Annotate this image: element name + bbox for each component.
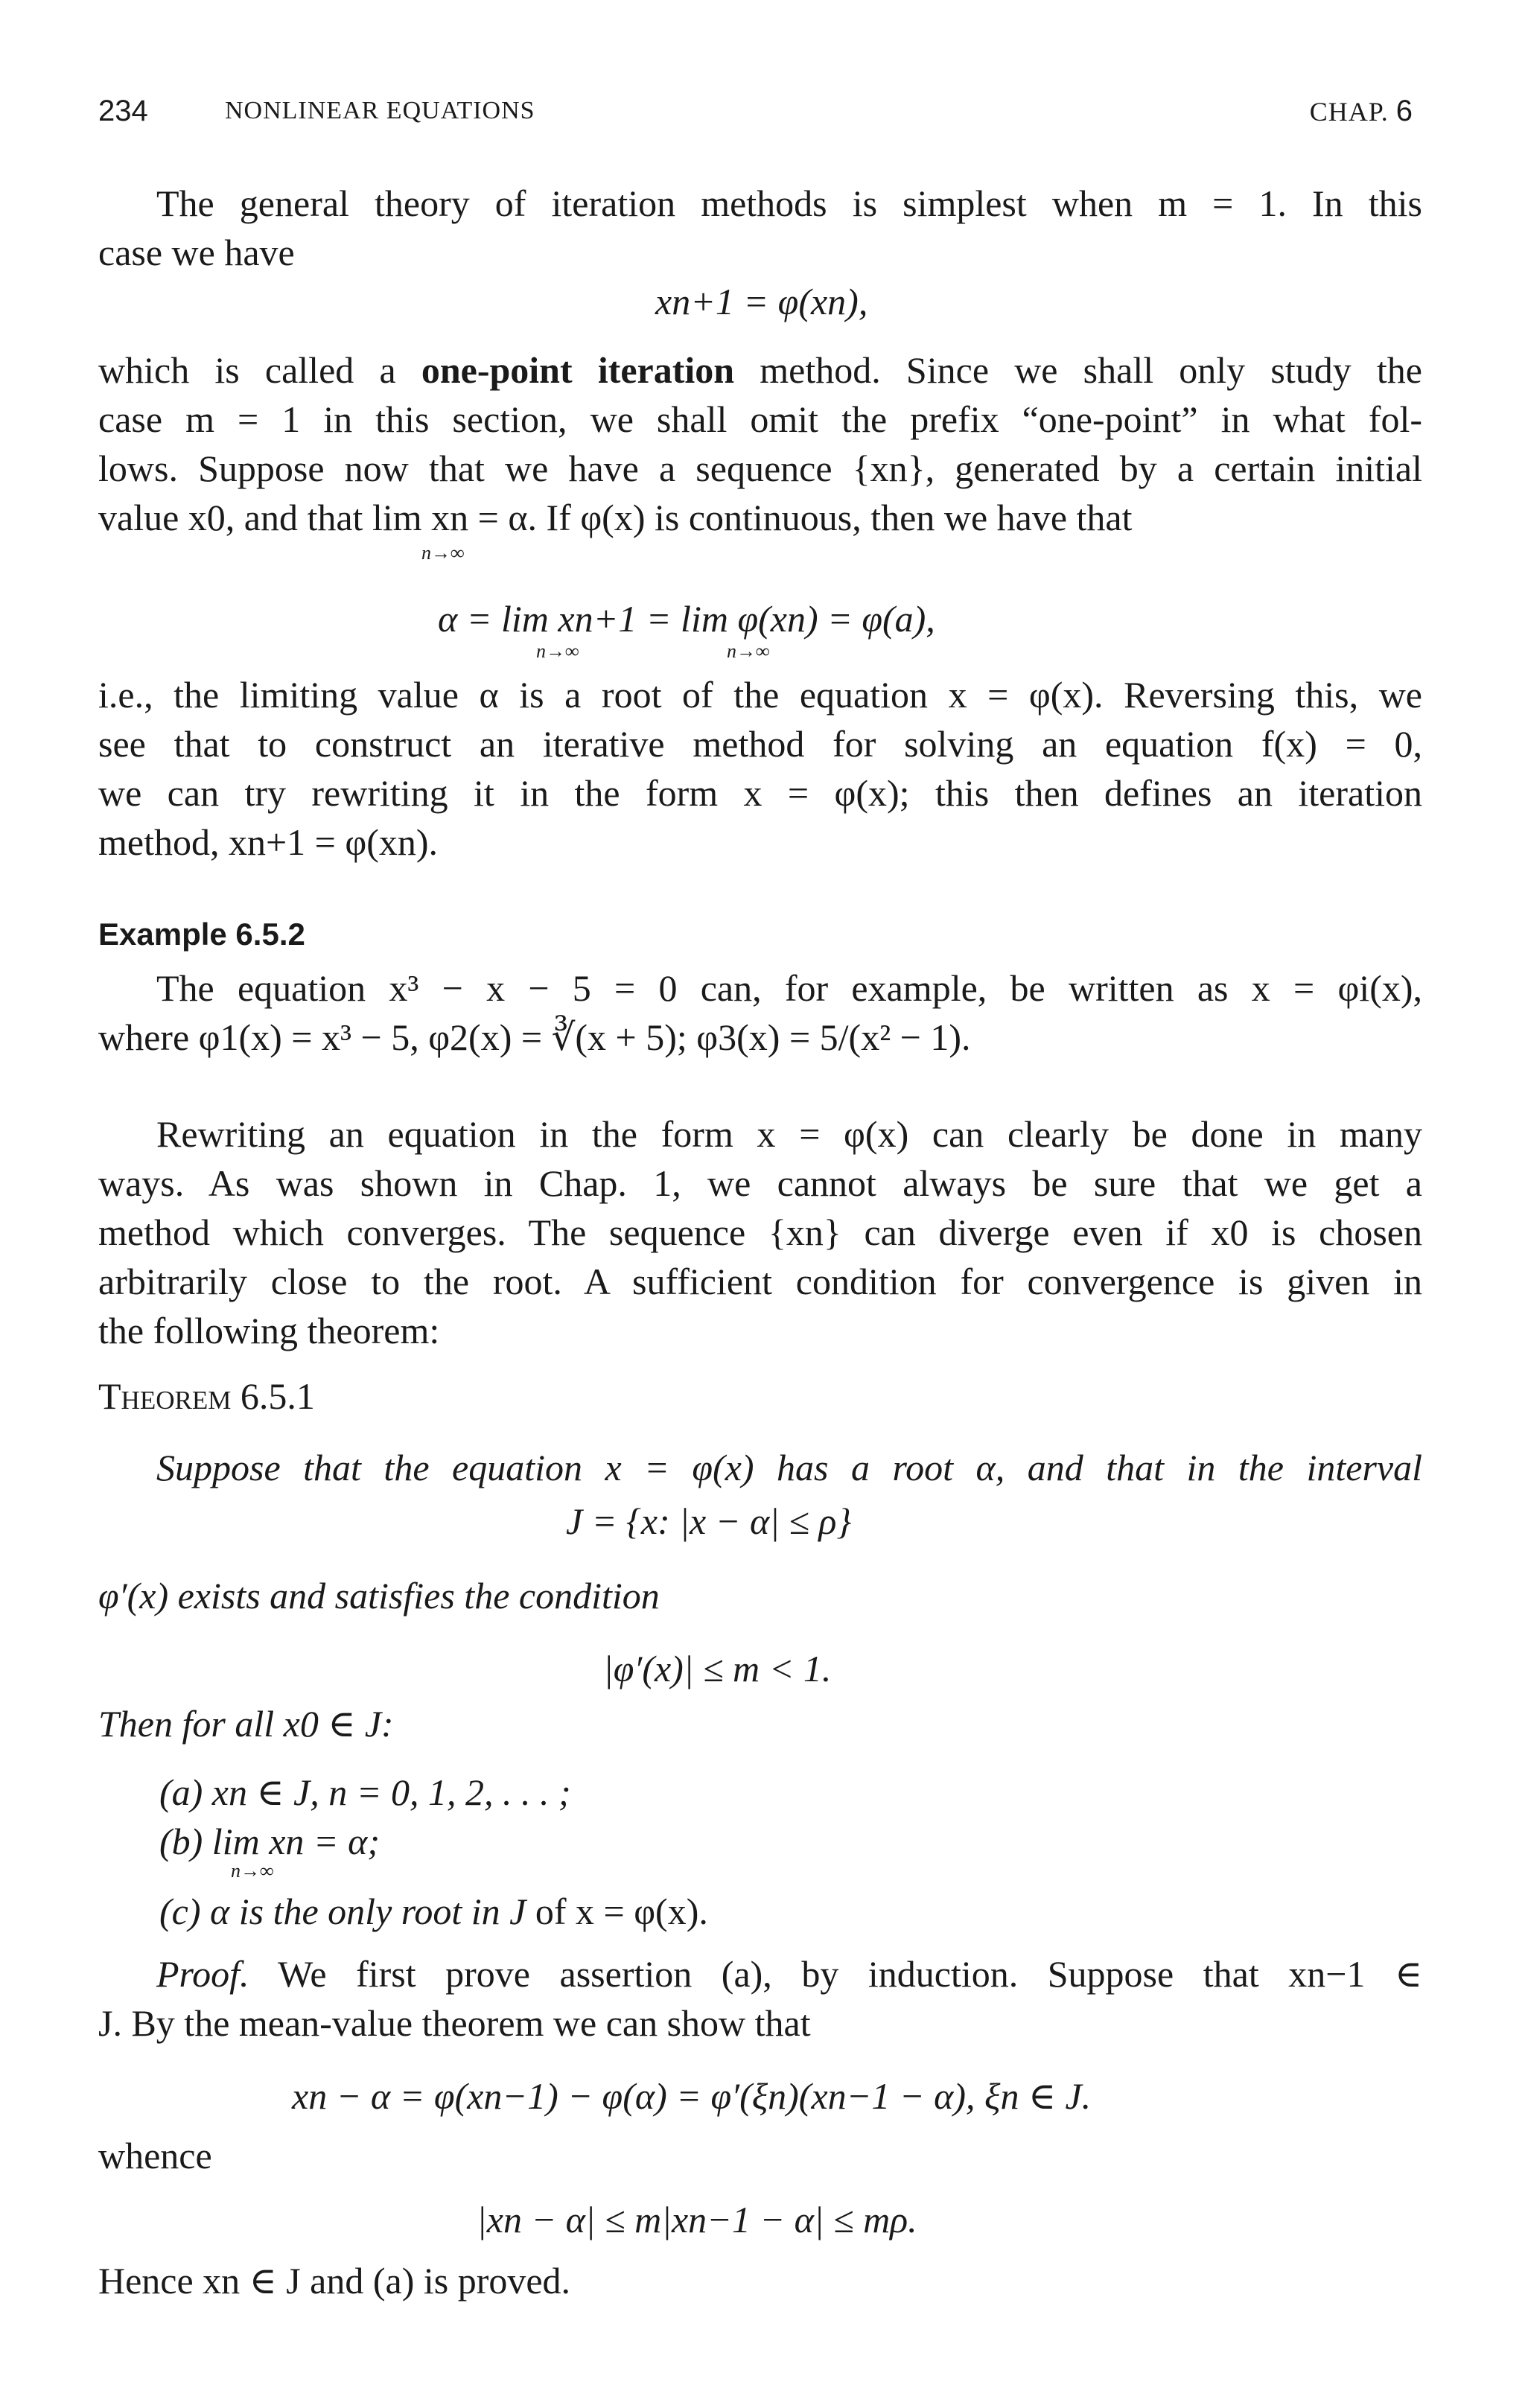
lim-subscript: n→∞ — [231, 1860, 274, 1882]
text-line: ways. As was shown in Chap. 1, we cannot always be sure that we get a — [98, 1162, 1422, 1204]
text-run: (c) α is the only root in J — [159, 1891, 526, 1932]
text-line: see that to construct an iterative method for solving an equation f(x) = 0, — [98, 723, 1422, 765]
text-line: Suppose that the equation x = φ(x) has a root α, and that in the interval — [156, 1447, 1422, 1488]
text-line: where φ1(x) = x³ − 5, φ2(x) = ∛(x + 5); φ3(x) = 5/(x² − 1). — [98, 1016, 971, 1058]
lim-subscript: n→∞ — [536, 640, 579, 662]
equation-limit: α = lim xn+1 = lim φ(xn) = φ(a), — [438, 598, 935, 640]
text-line: J. By the mean-value theorem we can show that — [98, 2002, 811, 2044]
theorem-condition-text — [98, 1571, 1422, 1620]
equation-interval: J = {x: |x − α| ≤ ρ} — [566, 1500, 852, 1542]
chapter-label — [1310, 86, 1413, 136]
text-line: The equation x³ − x − 5 = 0 can, for example, be written as x = φi(x), — [156, 967, 1422, 1009]
equation-mean-value: xn − α = φ(xn−1) − φ(α) = φ′(ξn)(xn−1 − α), ξn ∈ J. — [292, 2075, 1092, 2117]
text-line: the following theorem: — [98, 1310, 440, 1351]
text-run: method. Since we shall only study the — [734, 349, 1422, 391]
theorem-title: Theorem 6.5.1 — [98, 1375, 315, 1417]
text-run: which is called a — [98, 349, 421, 391]
running-title: NONLINEAR EQUATIONS — [225, 97, 535, 124]
theorem-item-b: (b) lim xn = α; — [159, 1821, 381, 1862]
paragraph-rewriting — [98, 1109, 1422, 1355]
equation-bound: |xn − α| ≤ m|xn−1 − α| ≤ mρ. — [477, 2199, 917, 2240]
theorem-statement — [98, 1443, 1422, 1492]
text-run: of x = φ(x). — [526, 1891, 708, 1932]
theorem-heading — [98, 1372, 1422, 1421]
text-line: Then for all x0 ∈ J: — [98, 1703, 394, 1745]
text-line: whence — [98, 2135, 212, 2176]
proof-body — [98, 1949, 1422, 2048]
equation-one-point: xn+1 = φ(xn), — [655, 281, 868, 322]
text-line: case m = 1 in this section, we shall omit the prefix “one-point” in what fol- — [98, 398, 1422, 440]
lim-subscript: n→∞ — [727, 640, 770, 662]
proof-label: Proof. — [156, 1953, 249, 1995]
proof-conclusion — [98, 2256, 1422, 2305]
page-number: 234 — [98, 95, 148, 127]
text-line: Hence xn ∈ J and (a) is proved. — [98, 2260, 571, 2302]
text-line: we can try rewriting it in the form x = φ(x); this then defines an iteration — [98, 772, 1422, 814]
chapter-word: CHAP. — [1309, 97, 1389, 127]
text-line: i.e., the limiting value α is a root of the equation x = φ(x). Reversing this, we — [98, 674, 1422, 716]
example-heading: Example 6.5.2 — [98, 917, 305, 952]
text-line: lows. Suppose now that we have a sequence {xn}, generated by a certain initial — [98, 447, 1422, 489]
text-line: method which converges. The sequence {xn} can diverge even if x0 is chosen — [98, 1211, 1422, 1253]
lim-subscript: n→∞ — [421, 542, 465, 564]
equation-condition: |φ′(x)| ≤ m < 1. — [603, 1648, 832, 1689]
paragraph-one-point — [98, 345, 1422, 542]
text-line: Rewriting an equation in the form x = φ(x) can clearly be done in many — [156, 1113, 1422, 1155]
text-line — [98, 345, 1422, 395]
theorem-then — [98, 1699, 1422, 1748]
text-line: arbitrarily close to the root. A sufficient condition for convergence is given in — [98, 1261, 1422, 1302]
term-one-point-iteration: one-point iteration — [421, 349, 735, 391]
text-line: value x0, and that lim xn = α. If φ(x) is continuous, then we have that — [98, 497, 1133, 538]
theorem-item-a: (a) xn ∈ J, n = 0, 1, 2, . . . ; — [159, 1771, 571, 1813]
text-line: φ′(x) exists and satisfies the condition — [98, 1575, 660, 1617]
proof-whence — [98, 2131, 1422, 2180]
theorem-item-c — [159, 1887, 708, 1936]
text-line: case we have — [98, 232, 295, 273]
example-body — [98, 963, 1422, 1062]
paragraph-intro — [98, 179, 1422, 277]
text-line: The general theory of iteration methods is simplest when m = 1. In this — [156, 182, 1422, 224]
chapter-number: 6 — [1395, 95, 1413, 127]
text-run: We first prove assertion (a), by induction. Suppose that xn−1 ∈ — [249, 1953, 1422, 1995]
paragraph-reversing — [98, 670, 1422, 867]
text-line: method, xn+1 = φ(xn). — [98, 821, 439, 863]
text-line — [98, 1949, 1422, 1998]
